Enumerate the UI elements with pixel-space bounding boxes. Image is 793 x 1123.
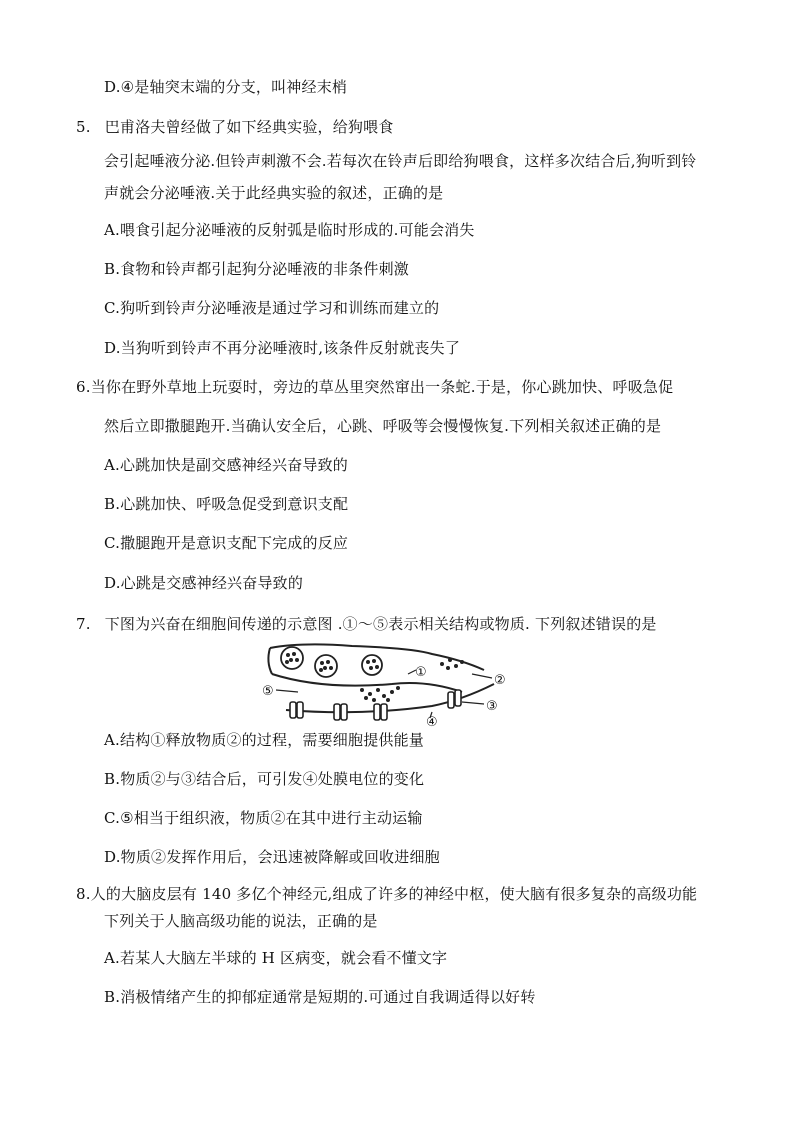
q5-stem-line1: [76, 117, 394, 137]
q7-stem-line1: [76, 614, 657, 634]
figure-label-5: ⑤: [262, 684, 274, 699]
q8-number: 8.: [76, 885, 91, 903]
q5-option-d: D.当狗听到铃声不再分泌唾液时,该条件反射就丧失了: [104, 339, 461, 357]
prev-option-d: D.④是轴突末端的分支，叫神经末梢: [104, 78, 348, 96]
q5-option-a: A.喂食引起分泌唾液的反射弧是临时形成的.可能会消失: [104, 221, 475, 239]
q5-number: 5.: [76, 118, 91, 136]
presynaptic-left-outline: [268, 648, 272, 674]
q7-option-d: D.物质②发挥作用后，会迅速被降解或回收进细胞: [104, 848, 440, 866]
q5-stem-line3: 声就会分泌唾液.关于此经典实验的叙述，正确的是: [104, 184, 444, 202]
q5-option-c: C.狗听到铃声分泌唾液是通过学习和训练而建立的: [104, 299, 440, 317]
q8-stem-line2: 下列关于人脑高级功能的说法，正确的是: [104, 912, 378, 930]
figure-label-2: ②: [494, 673, 506, 688]
q5-option-b: B.食物和铃声都引起狗分泌唾液的非条件刺激: [104, 260, 409, 278]
vesicle-3: [362, 655, 382, 675]
q6-option-b: B.心跳加快、呼吸急促受到意识支配: [104, 495, 349, 513]
q7-option-c: C.⑤相当于组织液，物质②在其中进行主动运输: [104, 809, 423, 827]
figure-label-1: ①: [415, 665, 427, 680]
figure-label-3: ③: [486, 699, 498, 714]
q8-option-b: B.消极情绪产生的抑郁症通常是短期的.可通过自我调适得以好转: [104, 988, 536, 1006]
q6-stem-line1: [76, 377, 673, 397]
q8-stem-text: 人的大脑皮层有 140 多亿个神经元,组成了许多的神经中枢，使大脑有很多复杂的高级功能: [90, 885, 698, 903]
q6-option-a: A.心跳加快是副交感神经兴奋导致的: [104, 456, 349, 474]
q7-option-b: B.物质②与③结合后，可引发④处膜电位的变化: [104, 770, 425, 788]
q6-option-d: D.心跳是交感神经兴奋导致的: [104, 574, 304, 592]
q6-number: 6.: [76, 378, 91, 396]
synapse-diagram: [262, 640, 514, 728]
q6-stem-text: 当你在野外草地上玩耍时，旁边的草丛里突然窜出一条蛇.于是，你心跳加快、呼吸急促: [90, 378, 674, 396]
q7-stem-text: 下图为兴奋在细胞间传递的示意图 .①〜⑤表示相关结构或物质. 下列叙述错误的是: [104, 615, 657, 633]
q5-stem-text: 巴甫洛夫曾经做了如下经典实验，给狗喂食: [104, 118, 394, 136]
q7-number: 7.: [76, 615, 91, 633]
vesicle-2: [315, 655, 337, 677]
q8-stem-line1: [76, 884, 697, 904]
figure-label-4: ④: [426, 715, 438, 728]
presynaptic-membrane: [272, 674, 462, 692]
q6-option-c: C.撒腿跑开是意识支配下完成的反应: [104, 534, 349, 552]
postsynaptic-membrane: [286, 684, 494, 712]
q6-stem-line2: 然后立即撒腿跑开.当确认安全后，心跳、呼吸等会慢慢恢复.下列相关叙述正确的是: [104, 417, 662, 435]
q7-option-a: A.结构①释放物质②的过程，需要细胞提供能量: [104, 731, 425, 749]
vesicle-1: [281, 647, 303, 669]
q5-stem-line2: 会引起唾液分泌.但铃声刺激不会.若每次在铃声后即给狗喂食，这样多次结合后,狗听到铃: [104, 152, 697, 170]
q8-option-a: A.若某人大脑左半球的 H 区病变，就会看不懂文字: [104, 949, 448, 967]
